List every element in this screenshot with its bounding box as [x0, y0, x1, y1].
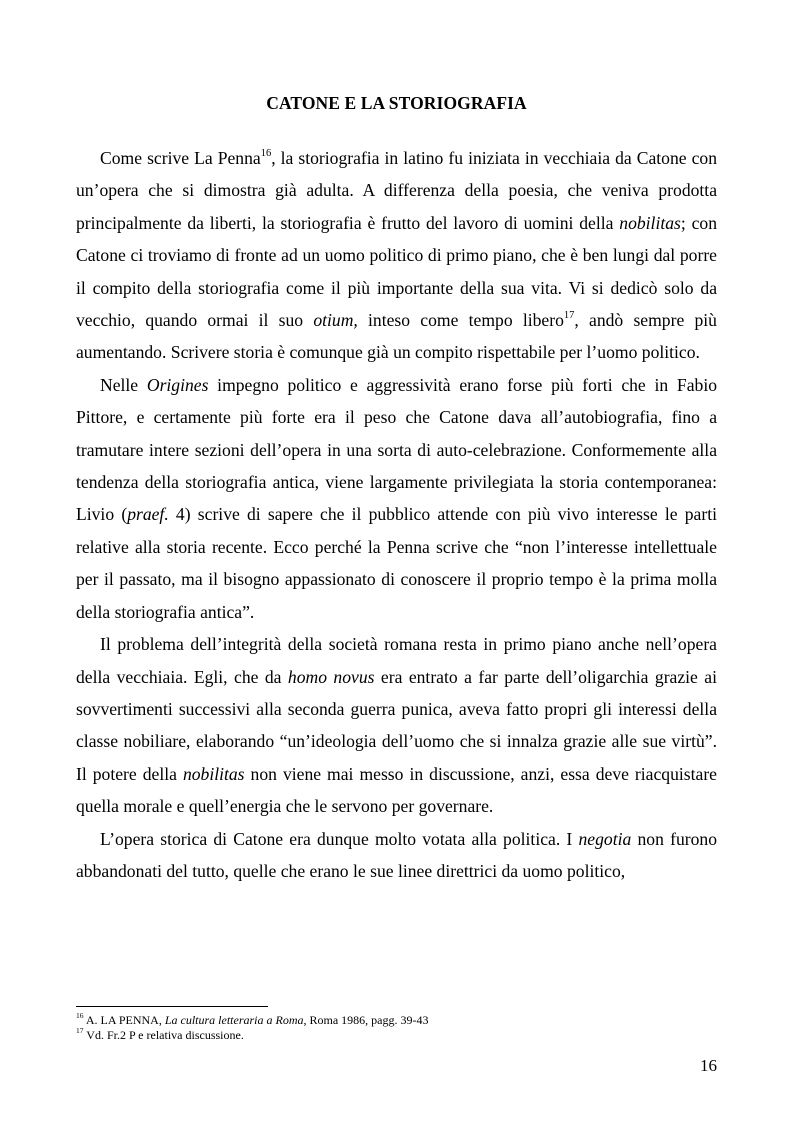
paragraph-4: [76, 823, 717, 888]
body-text: [76, 142, 717, 887]
paragraph-1: [76, 142, 717, 369]
text-run: Il problema dell’integrità della società romana resta in primo piano anche nell’opera della vecchiaia. Egli, che da: [76, 634, 717, 687]
text-run: A. LA PENNA,: [83, 1013, 165, 1027]
italic-text: nobilitas: [619, 212, 681, 233]
text-run: L’opera storica di Catone era dunque molto votata alla politica. I: [100, 828, 579, 849]
footnote-ref: 16: [260, 148, 272, 160]
text-run: Nelle: [100, 374, 147, 395]
italic-text: otium,: [313, 310, 358, 331]
text-run: ; con Catone ci troviamo di fronte ad un uomo politico di primo piano, che è ben lungi dal porre il compito della storiografia come il più importante della sua vita. Vi si dedicò solo da vecchio, quando ormai il suo: [76, 212, 717, 331]
paragraph-2: [76, 369, 717, 628]
italic-text: negotia: [578, 828, 632, 849]
text-run: non furono abbandonati del tutto, quelle che erano le sue linee direttrici da uomo politico,: [76, 828, 717, 881]
chapter-title: CATONE E LA STORIOGRAFIA: [266, 93, 527, 113]
footnotes: [76, 1013, 717, 1042]
page-number: 16: [700, 1056, 717, 1075]
text-run: Vd. Fr.2 P e relativa discussione.: [83, 1027, 244, 1042]
italic-text: praef.: [127, 504, 169, 525]
footnote-ref: 17: [563, 310, 575, 322]
italic-text: homo novus: [287, 666, 375, 687]
italic-text: nobilitas: [182, 763, 245, 784]
italic-text: La cultura letteraria a Roma: [164, 1013, 304, 1027]
footnote-17: [76, 1025, 717, 1043]
text-run: non viene mai messo in discussione, anzi, essa deve riacquistare quella morale e quell’energia che le servono per governare.: [76, 763, 717, 817]
footnote-16: [76, 1013, 717, 1028]
text-run: era entrato a far parte dell’oligarchia grazie ai sovvertimenti successivi alla seconda guerra punica, aveva fatto propri gli interessi della classe nobiliare, elaborando “un’ideologia dell’uomo che si innalza grazie alle sue virtù”. Il potere della: [76, 666, 717, 784]
text-run: , andò sempre più aumentando. Scrivere storia è comunque già un compito rispettabile per l’uomo politico.: [76, 310, 717, 363]
footnote-separator: [76, 1006, 268, 1007]
text-run: inteso come tempo libero: [357, 310, 564, 331]
text-run: 4) scrive di sapere che il pubblico attende con più vivo interesse le parti relative alla storia recente. Ecco perché la Penna scrive che “non l’interesse intellettuale per il passato, ma il bisogno appassionato di conoscere il proprio tempo è la prima molla della storiografia antica”.: [76, 504, 718, 622]
text-run: impegno politico e aggressività erano forse più forti che in Fabio Pittore, e certamente più forte era il peso che Catone dava all’autobiografia, fino a tramutare intere sezioni dell’opera in una sorta di auto-celebrazione. Conformemente alla tendenza della storiografia antica, viene largamente privilegiata la storia contemporanea: Livio (: [76, 374, 717, 525]
text-run: , Roma 1986, pagg. 39-43: [303, 1013, 429, 1027]
text-run: , la storiografia in latino fu iniziata in vecchiaia da Catone con un’opera che si dimostra già adulta. A differenza della poesia, che veniva prodotta principalmente da liberti, la storiografia è frutto del lavoro di uomini della: [76, 148, 717, 233]
paragraph-3: [76, 628, 717, 822]
footnote-ref: 17: [76, 1025, 84, 1035]
footnote-ref: 16: [76, 1011, 84, 1020]
italic-text: Origines: [146, 374, 209, 395]
text-run: Come scrive La Penna: [100, 148, 261, 168]
